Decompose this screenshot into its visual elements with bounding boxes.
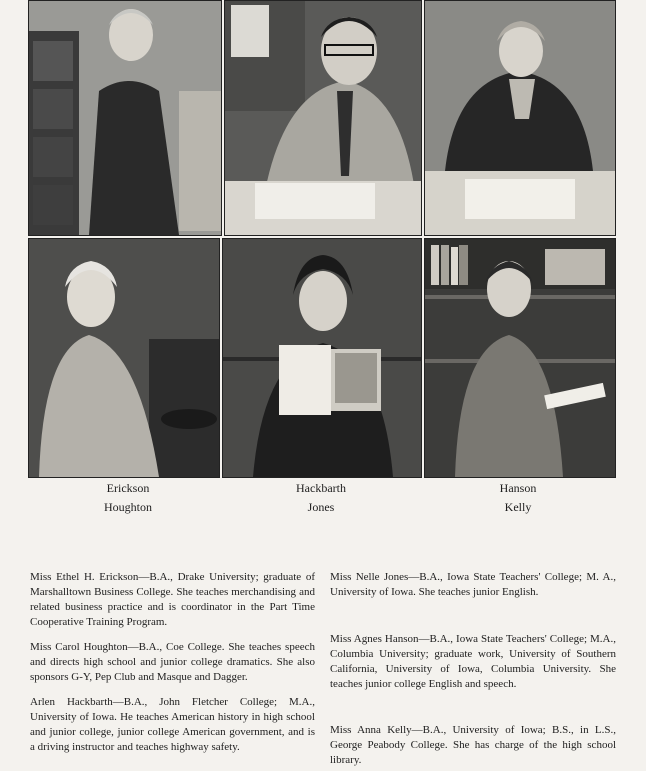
caption-houghton: Houghton bbox=[104, 500, 152, 514]
bio-hackbarth: Arlen Hackbarth—B.A., John Fletcher College; M.A., University of Iowa. He teaches American history in high school and junior college, junior college American government, and is a driving instructor and teaches highway safety. bbox=[30, 696, 315, 753]
photo-kelly bbox=[424, 238, 616, 478]
portrait-houghton-image bbox=[29, 239, 219, 477]
photo-erickson bbox=[28, 0, 222, 236]
caption-center bbox=[241, 479, 401, 517]
photo-houghton bbox=[28, 238, 220, 478]
caption-jones: Jones bbox=[307, 500, 335, 514]
portrait-erickson-image bbox=[29, 1, 221, 235]
photo-hanson bbox=[424, 0, 616, 236]
caption-hanson: Hanson bbox=[499, 481, 537, 495]
bio-erickson: Miss Ethel H. Erickson—B.A., Drake University; graduate of Marshalltown Business College. She teaches merchandising and related business practice and is coordinator in the Part Time Cooperative Training Program. bbox=[30, 571, 315, 628]
caption-erickson: Erickson bbox=[106, 481, 150, 495]
photo-hackbarth bbox=[224, 0, 422, 236]
portrait-jones-image bbox=[223, 239, 421, 477]
photo-grid bbox=[28, 0, 614, 476]
portrait-kelly-image bbox=[425, 239, 615, 477]
portrait-hanson-image bbox=[425, 1, 615, 235]
bio-kelly: Miss Anna Kelly—B.A., University of Iowa; B.S., in L.S., George Peabody College. She has charge of the high school library. bbox=[330, 724, 616, 766]
caption-hackbarth: Hackbarth bbox=[296, 481, 346, 495]
caption-left bbox=[48, 479, 208, 517]
portrait-hackbarth-image bbox=[225, 1, 421, 235]
caption-right bbox=[438, 479, 598, 517]
bio-jones: Miss Nelle Jones—B.A., Iowa State Teachers' College; M. A., University of Iowa. She teaches junior English. bbox=[330, 571, 616, 598]
bio-hanson: Miss Agnes Hanson—B.A., Iowa State Teachers' College; M.A., Columbia University; graduate work, University of Southern California, University of Iowa, Columbia University. She teaches junior college English and speech. bbox=[330, 633, 616, 690]
caption-kelly: Kelly bbox=[504, 500, 532, 514]
photo-jones bbox=[222, 238, 422, 478]
bio-houghton: Miss Carol Houghton—B.A., Coe College. She teaches speech and directs high school and junior college dramatics. She also sponsors G-Y, Pep Club and Masque and Dagger. bbox=[30, 641, 315, 683]
